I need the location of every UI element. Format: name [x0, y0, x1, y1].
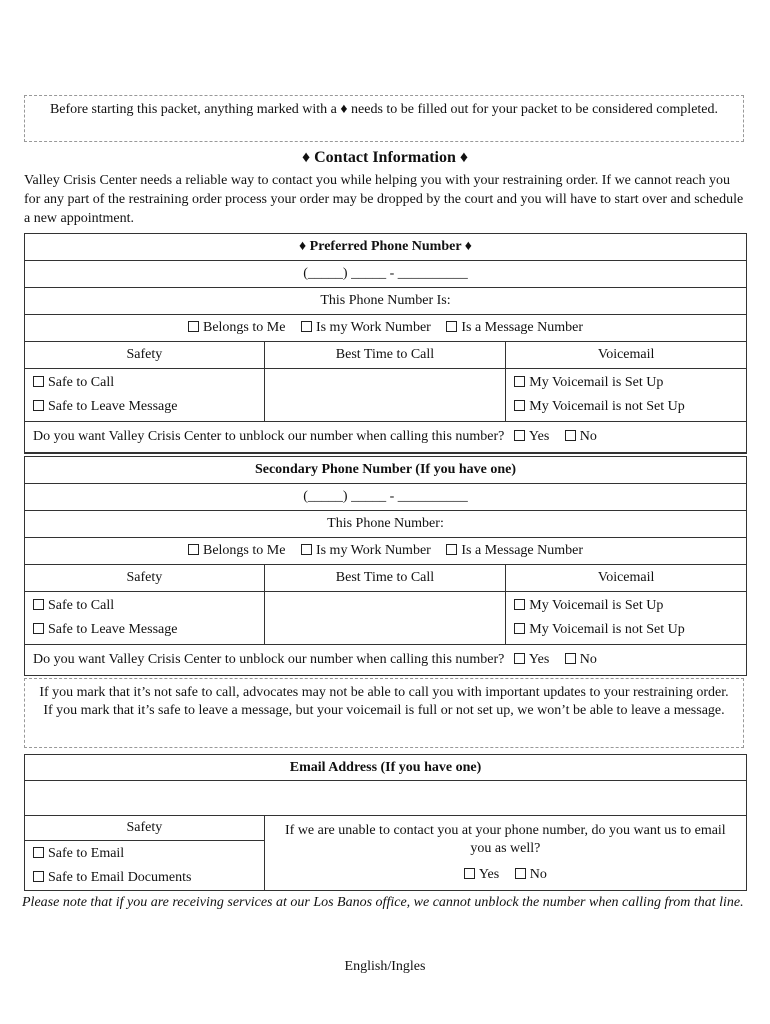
secondary-unblock-yes-checkbox[interactable]: Yes: [514, 652, 549, 667]
secondary-belongs-to-me-checkbox[interactable]: Belongs to Me: [188, 543, 285, 558]
checkbox-icon: [188, 321, 199, 332]
secondary-safe-to-leave-message-checkbox[interactable]: Safe to Leave Message: [33, 618, 264, 642]
preferred-phone-header: ♦ Preferred Phone Number ♦: [25, 234, 747, 261]
safety-warning-notice: [24, 678, 744, 748]
secondary-unblock-question: Do you want Valley Crisis Center to unblock our number when calling this number?: [33, 652, 505, 667]
preferred-voicemail-options: [506, 369, 747, 422]
preferred-safety-header: Safety: [25, 342, 265, 369]
email-table: [24, 754, 747, 891]
safe-to-email-documents-checkbox[interactable]: Safe to Email Documents: [33, 866, 264, 890]
preferred-unblock-yes-checkbox[interactable]: Yes: [514, 429, 549, 444]
preferred-unblock-no-checkbox[interactable]: No: [565, 429, 597, 444]
checkbox-icon: [33, 871, 44, 882]
section-title: ♦ Contact Information ♦: [301, 149, 469, 166]
checkbox-icon: [565, 653, 576, 664]
secondary-safety-header: Safety: [25, 565, 265, 592]
secondary-voicemail-set-up-checkbox[interactable]: My Voicemail is Set Up: [514, 594, 746, 618]
secondary-best-time-input[interactable]: [264, 592, 506, 645]
checkbox-icon: [33, 623, 44, 634]
email-header: Email Address (If you have one): [25, 755, 747, 781]
preferred-message-number-checkbox[interactable]: Is a Message Number: [446, 320, 583, 335]
secondary-voicemail-options: [506, 592, 747, 645]
preferred-safe-to-call-checkbox[interactable]: Safe to Call: [33, 371, 264, 395]
secondary-work-number-checkbox[interactable]: Is my Work Number: [301, 543, 431, 558]
instructions-notice: [24, 95, 744, 142]
checkbox-icon: [446, 544, 457, 555]
checkbox-icon: [188, 544, 199, 555]
email-question: If we are unable to contact you at your phone number, do you want us to email you as well?: [285, 823, 726, 856]
checkbox-icon: [33, 599, 44, 610]
checkbox-icon: [446, 321, 457, 332]
secondary-phone-type-label: This Phone Number:: [25, 511, 747, 538]
preferred-work-number-checkbox[interactable]: Is my Work Number: [301, 320, 431, 335]
preferred-unblock-row: [25, 422, 747, 454]
preferred-safety-options: [25, 369, 265, 422]
secondary-message-number-checkbox[interactable]: Is a Message Number: [446, 543, 583, 558]
secondary-phone-header: Secondary Phone Number (If you have one): [25, 457, 747, 484]
secondary-unblock-row: [25, 645, 747, 676]
preferred-unblock-question: Do you want Valley Crisis Center to unblock our number when calling this number?: [33, 429, 505, 444]
email-no-checkbox[interactable]: No: [515, 867, 547, 882]
preferred-safe-to-leave-message-checkbox[interactable]: Safe to Leave Message: [33, 395, 264, 419]
preferred-voicemail-not-set-up-checkbox[interactable]: My Voicemail is not Set Up: [514, 395, 746, 419]
preferred-voicemail-set-up-checkbox[interactable]: My Voicemail is Set Up: [514, 371, 746, 395]
preferred-voicemail-header: Voicemail: [506, 342, 747, 369]
instructions-text: Before starting this packet, anything marked with a ♦ needs to be filled out for your packet to be considered completed.: [49, 102, 719, 117]
checkbox-icon: [301, 321, 312, 332]
secondary-safe-to-call-checkbox[interactable]: Safe to Call: [33, 594, 264, 618]
email-safety-options: [25, 841, 265, 891]
secondary-phone-input[interactable]: (_____) _____ - __________: [25, 484, 747, 511]
preferred-belongs-to-me-checkbox[interactable]: Belongs to Me: [188, 320, 285, 335]
checkbox-icon: [33, 376, 44, 387]
preferred-phone-type-options: [25, 315, 747, 342]
preferred-time-header: Best Time to Call: [264, 342, 506, 369]
checkbox-icon: [301, 544, 312, 555]
intro-paragraph: Valley Crisis Center needs a reliable way to contact you while helping you with your restraining order. If we cannot reach you for any part of the restraining order process your order may be dropped by the court and you will have to start over and schedule a new appointment.: [24, 173, 744, 226]
checkbox-icon: [515, 868, 526, 879]
email-question-cell: [264, 816, 746, 891]
checkbox-icon: [514, 430, 525, 441]
preferred-phone-type-label: This Phone Number Is:: [25, 288, 747, 315]
secondary-phone-type-options: [25, 538, 747, 565]
safety-warning-text: If you mark that it’s not safe to call, advocates may not be able to call you with important updates to your restraining order. If you mark that it’s safe to leave a message, but your voicemail is full or not set up, we won’t be able to leave a message.: [39, 685, 729, 718]
email-yes-checkbox[interactable]: Yes: [464, 867, 499, 882]
secondary-voicemail-header: Voicemail: [506, 565, 747, 592]
safe-to-email-checkbox[interactable]: Safe to Email: [33, 842, 264, 866]
language-footer: English/Ingles: [344, 959, 426, 974]
preferred-best-time-input[interactable]: [264, 369, 506, 422]
preferred-phone-input[interactable]: (_____) _____ - __________: [25, 261, 747, 288]
secondary-voicemail-not-set-up-checkbox[interactable]: My Voicemail is not Set Up: [514, 618, 746, 642]
los-banos-footnote: Please note that if you are receiving services at our Los Banos office, we cannot unblock the number when calling from that line.: [22, 895, 744, 910]
checkbox-icon: [514, 400, 525, 411]
secondary-unblock-no-checkbox[interactable]: No: [565, 652, 597, 667]
checkbox-icon: [33, 400, 44, 411]
secondary-safety-options: [25, 592, 265, 645]
secondary-phone-table: [24, 456, 747, 676]
checkbox-icon: [514, 599, 525, 610]
secondary-time-header: Best Time to Call: [264, 565, 506, 592]
checkbox-icon: [514, 653, 525, 664]
preferred-phone-table: [24, 233, 747, 454]
checkbox-icon: [464, 868, 475, 879]
checkbox-icon: [33, 847, 44, 858]
email-address-input[interactable]: [25, 781, 747, 816]
checkbox-icon: [514, 376, 525, 387]
checkbox-icon: [514, 623, 525, 634]
email-safety-header: Safety: [25, 816, 265, 841]
checkbox-icon: [565, 430, 576, 441]
